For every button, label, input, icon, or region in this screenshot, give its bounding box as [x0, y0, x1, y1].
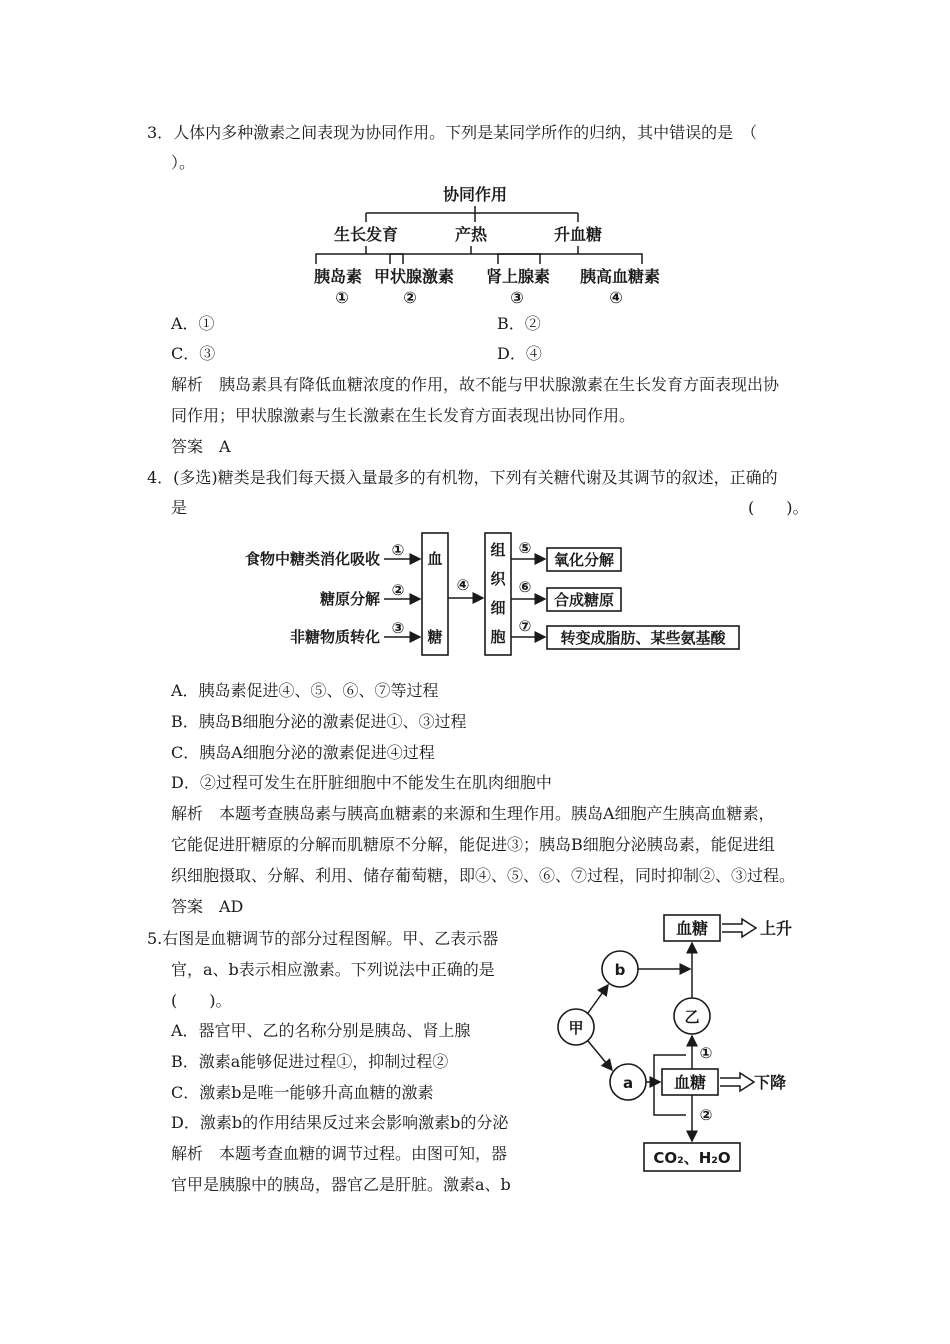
- q5-rise-label: 上升: [760, 919, 793, 938]
- q3-hormone-adrenaline: 肾上腺素: [485, 267, 551, 286]
- q4-analysis-line1: 解析 本题考查胰岛素与胰高血糖素的来源和生理作用。胰岛A细胞产生胰高血糖素，: [171, 804, 775, 823]
- q5-analysis-line2: 官甲是胰腺中的胰岛，器官乙是肝脏。激素a、b: [171, 1175, 511, 1194]
- q3-option-b: B．②: [497, 314, 541, 333]
- q3-hormone-insulin: 胰岛素: [313, 267, 363, 286]
- q4-number-6: ⑥: [518, 578, 532, 596]
- q3-stem-line2: ）。: [171, 153, 196, 172]
- q4-number-7: ⑦: [518, 617, 532, 635]
- q3-number-4: ④: [609, 288, 623, 307]
- q4-number-3: ③: [391, 619, 405, 637]
- q4-source-food: 食物中糖类消化吸收: [244, 550, 380, 568]
- q4-option-c: C．胰岛A细胞分泌的激素促进④过程: [171, 743, 435, 762]
- q3-option-a: A．①: [171, 314, 215, 333]
- q4-tissue-char-3: 细: [490, 599, 506, 617]
- q4-outcome-oxidation: 氧化分解: [553, 551, 615, 569]
- q5-rise-hollow-arrow: [722, 919, 756, 937]
- q5-stem-line2: 官，a、b表示相应激素。下列说法中正确的是: [171, 960, 495, 979]
- q5-option-a: A．器官甲、乙的名称分别是胰岛、肾上腺: [171, 1021, 471, 1040]
- q3-synergy-diagram: [300, 180, 680, 310]
- q3-root-label: 协同作用: [442, 185, 508, 204]
- q4-stem-line1: 4．(多选)糖类是我们每天摄入量最多的有机物，下列有关糖代谢及其调节的叙述，正确的: [147, 468, 778, 487]
- q3-analysis-line1: 解析 胰岛素具有降低血糖浓度的作用，故不能与甲状腺激素在生长发育方面表现出协: [171, 375, 780, 394]
- q4-number-4: ④: [456, 576, 470, 594]
- q4-option-b: B．胰岛B细胞分泌的激素促进①、③过程: [171, 712, 467, 731]
- q4-outcome-fat: 转变成脂肪、某些氨基酸: [560, 629, 726, 647]
- q4-tissue-char-1: 组: [490, 541, 506, 559]
- q3-hormone-thyroid: 甲状腺激素: [373, 267, 455, 286]
- q3-number-2: ②: [403, 288, 417, 307]
- q4-answer: 答案 AD: [171, 897, 244, 916]
- q5-analysis-line1: 解析 本题考查血糖的调节过程。由图可知，器: [171, 1144, 508, 1163]
- q5-process-1: ①: [699, 1044, 713, 1062]
- q3-number-3: ③: [510, 288, 524, 307]
- q3-answer: 答案 A: [171, 437, 231, 456]
- q3-analysis-line2: 同作用；甲状腺激素与生长激素在生长发育方面表现出协同作用。: [171, 406, 636, 425]
- q3-stem-line1: 3．人体内多种激素之间表现为协同作用。下列是某同学所作的归纳，其中错误的是 （: [147, 123, 758, 142]
- q4-answer-paren: ( )。: [748, 498, 809, 517]
- q3-branch-heat: 产热: [454, 225, 488, 244]
- q5-stem-line3: ( )。: [171, 991, 232, 1010]
- q4-blood-char-2: 糖: [427, 628, 443, 646]
- q4-tissue-char-4: 胞: [490, 628, 506, 646]
- q5-blood-sugar-mid: 血糖: [673, 1073, 707, 1092]
- q4-option-d: D．②过程可发生在肝脏细胞中不能发生在肌肉细胞中: [171, 773, 552, 792]
- q5-fall-label: 下降: [754, 1073, 787, 1092]
- q3-option-d: D．④: [497, 344, 542, 363]
- q4-option-a: A．胰岛素促进④、⑤、⑥、⑦等过程: [171, 681, 439, 700]
- q5-option-c: C．激素b是唯一能够升高血糖的激素: [171, 1083, 434, 1102]
- q4-number-1: ①: [391, 541, 405, 559]
- q5-option-b: B．激素a能够促进过程①，抑制过程②: [171, 1052, 449, 1071]
- q3-number-1: ①: [335, 288, 349, 307]
- q4-tissue-char-2: 织: [490, 570, 506, 588]
- q5-circle-yi-label: 乙: [684, 1008, 700, 1026]
- q4-analysis-line3: 织细胞摄取、分解、利用、储存葡萄糖，即④、⑤、⑥、⑦过程，同时抑制②、③过程。: [171, 866, 796, 885]
- q3-branch-growth: 生长发育: [333, 225, 399, 244]
- q5-process-2: ②: [699, 1106, 713, 1124]
- q4-blood-char-1: 血: [427, 550, 443, 568]
- q4-number-2: ②: [391, 581, 405, 599]
- q5-circle-jia-label: 甲: [568, 1019, 584, 1037]
- q5-blood-sugar-top: 血糖: [675, 919, 709, 938]
- q5-option-d: D．激素b的作用结果反过来会影响激素b的分泌: [171, 1113, 509, 1132]
- q4-source-glycogen: 糖原分解: [319, 590, 380, 608]
- q4-stem-line2: 是: [171, 498, 188, 517]
- q4-number-5: ⑤: [518, 539, 532, 557]
- q3-branch-glucose: 升血糖: [553, 225, 603, 244]
- q5-circle-a-label: a: [622, 1074, 634, 1092]
- q4-glucose-metabolism-diagram: [228, 528, 748, 660]
- q5-blood-sugar-regulation-diagram: [548, 905, 808, 1175]
- q5-circle-b-label: b: [614, 961, 626, 979]
- q4-analysis-line2: 它能促进肝糖原的分解而肌糖原不分解，能促进③；胰岛B细胞分泌胰岛素，能促进组: [171, 835, 775, 854]
- q5-products-label: CO₂、H₂O: [653, 1149, 731, 1167]
- q4-outcome-glycogen: 合成糖原: [553, 591, 615, 609]
- q3-option-c: C．③: [171, 344, 216, 363]
- q4-source-nonsugar: 非糖物质转化: [289, 628, 380, 646]
- q5-stem-line1: 5.右图是血糖调节的部分过程图解。甲、乙表示器: [147, 929, 499, 948]
- q3-hormone-glucagon: 胰高血糖素: [579, 267, 661, 286]
- q5-fall-hollow-arrow: [720, 1073, 754, 1091]
